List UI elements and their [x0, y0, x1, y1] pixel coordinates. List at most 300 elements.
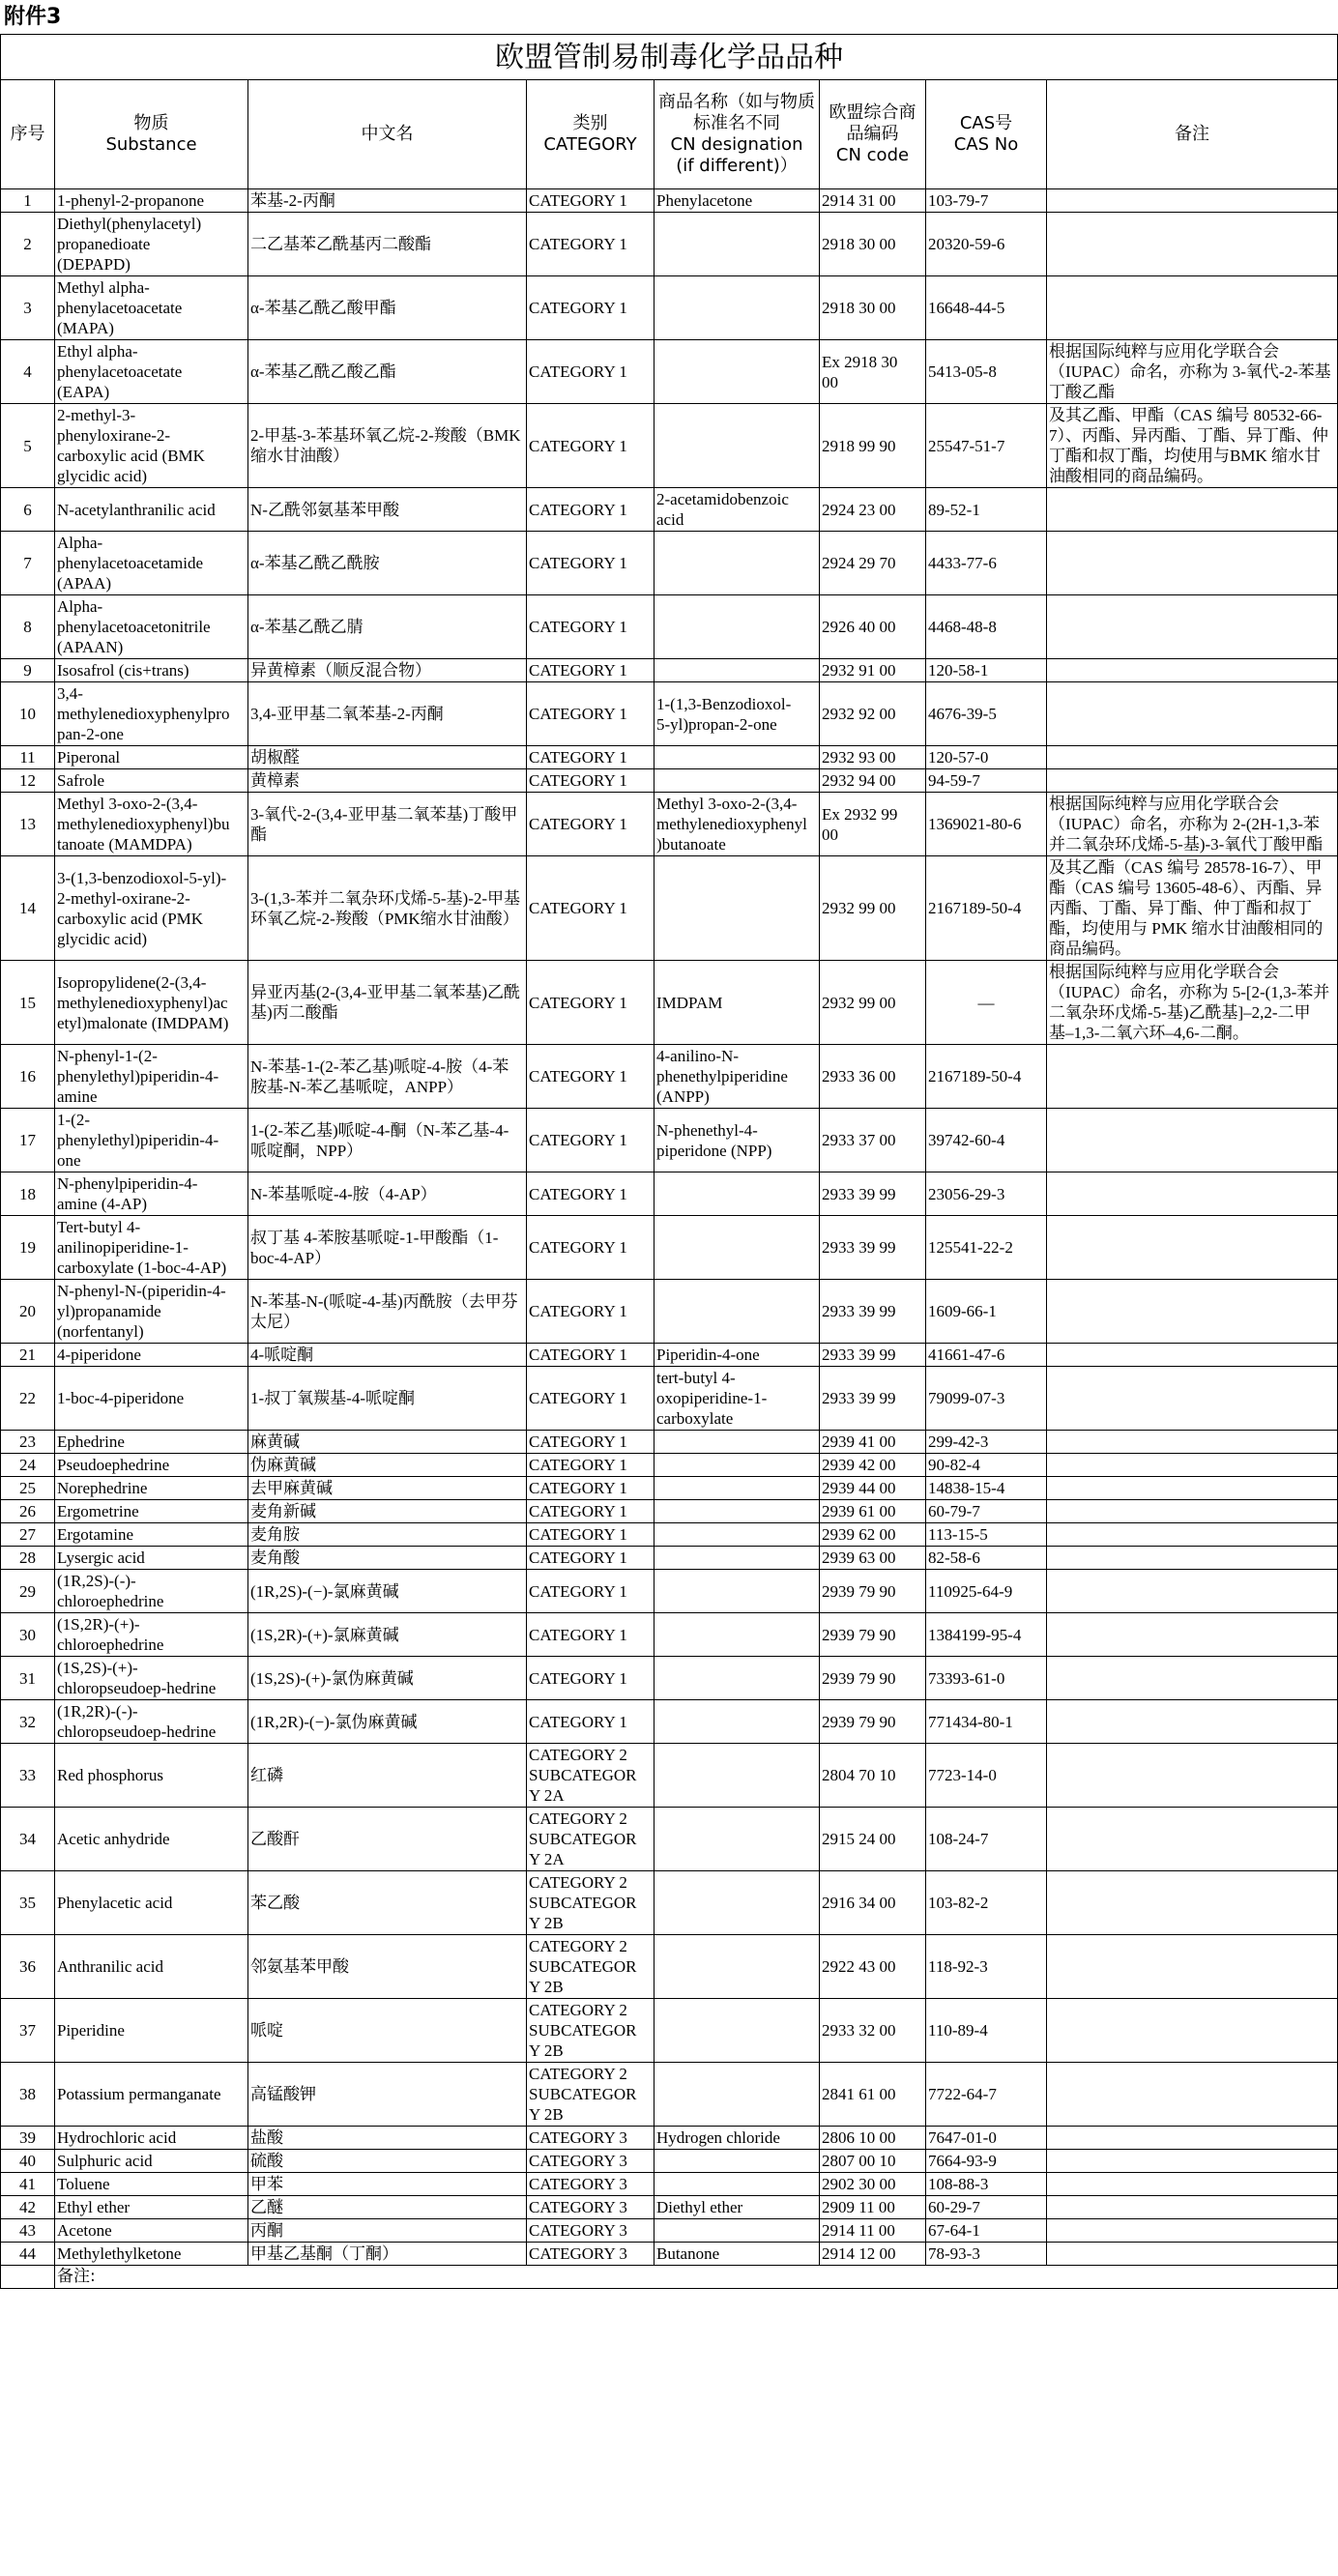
cell-category: CATEGORY 3 [527, 2173, 654, 2196]
cell-cn-designation [654, 1216, 820, 1280]
cell-cn-code: 2933 36 00 [820, 1045, 926, 1109]
cell-remarks [1047, 1700, 1338, 1744]
cell-no: 1 [1, 189, 55, 213]
table-row [1, 2150, 1338, 2173]
attachment-label: 附件3 [4, 5, 62, 29]
cell-cn-designation [654, 1454, 820, 1477]
cell-chinese: 叔丁基 4-苯胺基哌啶-1-甲酸酯（1-boc-4-AP） [248, 1216, 527, 1280]
table-row [1, 769, 1338, 793]
cell-cn-code: 2914 12 00 [820, 2243, 926, 2266]
cell-category: CATEGORY 1 [527, 1431, 654, 1454]
cell-category: CATEGORY 1 [527, 1280, 654, 1344]
cell-category: CATEGORY 1 [527, 1477, 654, 1500]
cell-cas: 118-92-3 [926, 1935, 1047, 1999]
cell-remarks [1047, 1454, 1338, 1477]
cell-chinese: N-苯基-1-(2-苯乙基)哌啶-4-胺（4-苯胺基-N-苯乙基哌啶，ANPP） [248, 1045, 527, 1109]
cell-cas: 1384199-95-4 [926, 1613, 1047, 1657]
table-row [1, 1045, 1338, 1109]
cell-no: 33 [1, 1744, 55, 1808]
cell-cas: 90-82-4 [926, 1454, 1047, 1477]
table-row [1, 1109, 1338, 1172]
cell-chinese: 4-哌啶酮 [248, 1344, 527, 1367]
cell-remarks: 及其乙酯、甲酯（CAS 编号 80532-66-7）、丙酯、异丙酯、丁酯、异丁酯、仲丁酯和叔丁酯，均使用与BMK 缩水甘油酸相同的商品编码。 [1047, 404, 1338, 488]
cell-cn-code: 2924 29 70 [820, 532, 926, 595]
cell-category: CATEGORY 1 [527, 340, 654, 404]
cell-remarks [1047, 1523, 1338, 1547]
cell-no: 26 [1, 1500, 55, 1523]
table-row [1, 276, 1338, 340]
cell-chinese: 哌啶 [248, 1999, 527, 2063]
cell-chinese: N-乙酰邻氨基苯甲酸 [248, 488, 527, 532]
footer-row [1, 2266, 1338, 2289]
cell-remarks [1047, 1547, 1338, 1570]
cell-cn-designation [654, 340, 820, 404]
cell-remarks [1047, 1477, 1338, 1500]
cell-cas: 7723-14-0 [926, 1744, 1047, 1808]
cell-substance: Ergometrine [55, 1500, 248, 1523]
cell-category: CATEGORY 1 [527, 213, 654, 276]
cell-no: 6 [1, 488, 55, 532]
cell-no: 3 [1, 276, 55, 340]
table-row [1, 1280, 1338, 1344]
cell-cn-code: 2939 79 90 [820, 1657, 926, 1700]
cell-no: 17 [1, 1109, 55, 1172]
cell-cn-code: 2804 70 10 [820, 1744, 926, 1808]
cell-chinese: 异亚丙基(2-(3,4-亚甲基二氧苯基)乙酰基)丙二酸酯 [248, 961, 527, 1045]
cell-cas: 14838-15-4 [926, 1477, 1047, 1500]
cell-no: 30 [1, 1613, 55, 1657]
cell-cn-designation: Methyl 3-oxo-2-(3,4- methylenedioxyphenyl )butanoate [654, 793, 820, 856]
cell-cn-code: 2914 11 00 [820, 2219, 926, 2243]
cell-cn-code: 2841 61 00 [820, 2063, 926, 2127]
cell-no: 8 [1, 595, 55, 659]
cell-chinese: 异黄樟素（顺反混合物） [248, 659, 527, 682]
cell-cas: 103-82-2 [926, 1871, 1047, 1935]
cell-substance: Norephedrine [55, 1477, 248, 1500]
cell-cn-code: 2918 30 00 [820, 213, 926, 276]
cell-cn-code: 2939 42 00 [820, 1454, 926, 1477]
cell-substance: Acetic anhydride [55, 1808, 248, 1871]
cell-cn-designation: Piperidin-4-one [654, 1344, 820, 1367]
cell-remarks [1047, 1280, 1338, 1344]
cell-no: 31 [1, 1657, 55, 1700]
cell-remarks: 根据国际纯粹与应用化学联合会（IUPAC）命名，亦称为 3-氧代-2-苯基丁酸乙酯 [1047, 340, 1338, 404]
cell-chinese: 硫酸 [248, 2150, 527, 2173]
cell-remarks [1047, 2063, 1338, 2127]
cell-substance: Acetone [55, 2219, 248, 2243]
cell-cn-designation [654, 1613, 820, 1657]
cell-category: CATEGORY 1 [527, 1045, 654, 1109]
cell-no: 13 [1, 793, 55, 856]
cell-substance: N-phenylpiperidin-4- amine (4-AP) [55, 1172, 248, 1216]
cell-cn-designation [654, 1547, 820, 1570]
cell-cn-designation [654, 404, 820, 488]
cell-cn-designation [654, 1280, 820, 1344]
cell-category: CATEGORY 3 [527, 2150, 654, 2173]
cell-cas: 4676-39-5 [926, 682, 1047, 746]
cell-cn-designation [654, 746, 820, 769]
cell-chinese: 黄樟素 [248, 769, 527, 793]
cell-no: 42 [1, 2196, 55, 2219]
cell-remarks [1047, 1808, 1338, 1871]
cell-remarks: 及其乙酯（CAS 编号 28578-16-7）、甲酯（CAS 编号 13605-48-6）、丙酯、异丙酯、丁酯、异丁酯、仲丁酯和叔丁酯，均使用与 PMK 缩水甘油酸相同的商品编码。 [1047, 856, 1338, 961]
cell-category: CATEGORY 3 [527, 2219, 654, 2243]
cell-cas: 16648-44-5 [926, 276, 1047, 340]
cell-cn-code: 2939 61 00 [820, 1500, 926, 1523]
cell-chinese: (1S,2R)-(+)-氯麻黄碱 [248, 1613, 527, 1657]
cell-cn-designation: 2-acetamidobenzoic acid [654, 488, 820, 532]
cell-remarks [1047, 213, 1338, 276]
cell-cn-code: 2933 39 99 [820, 1280, 926, 1344]
cell-cas: 110925-64-9 [926, 1570, 1047, 1613]
cell-substance: 1-phenyl-2-propanone [55, 189, 248, 213]
cell-cas: 7664-93-9 [926, 2150, 1047, 2173]
cell-remarks [1047, 1431, 1338, 1454]
table-row [1, 746, 1338, 769]
cell-substance: Safrole [55, 769, 248, 793]
cell-cn-designation [654, 1999, 820, 2063]
cell-category: CATEGORY 1 [527, 1367, 654, 1431]
header-remarks: 备注 [1047, 80, 1338, 189]
header-cn-designation: 商品名称（如与物质标准名不同 CN designation (if different)） [654, 80, 820, 189]
cell-no: 38 [1, 2063, 55, 2127]
table-row [1, 1431, 1338, 1454]
cell-remarks [1047, 1744, 1338, 1808]
cell-chinese: 3-氧代-2-(3,4-亚甲基二氧苯基)丁酸甲酯 [248, 793, 527, 856]
cell-cn-code: 2933 39 99 [820, 1367, 926, 1431]
cell-cn-designation [654, 856, 820, 961]
cell-remarks [1047, 2150, 1338, 2173]
cell-category: CATEGORY 2 SUBCATEGOR Y 2B [527, 1871, 654, 1935]
cell-substance: Tert-butyl 4- anilinopiperidine-1- carboxylate (1-boc-4-AP) [55, 1216, 248, 1280]
cell-cas: 1369021-80-6 [926, 793, 1047, 856]
cell-cn-designation [654, 1172, 820, 1216]
footer-empty-cell [1, 2266, 55, 2289]
cell-category: CATEGORY 1 [527, 1570, 654, 1613]
cell-cn-designation [654, 1431, 820, 1454]
cell-substance: Potassium permanganate [55, 2063, 248, 2127]
table-row [1, 2196, 1338, 2219]
cell-no: 24 [1, 1454, 55, 1477]
cell-cn-code: 2922 43 00 [820, 1935, 926, 1999]
cell-category: CATEGORY 1 [527, 769, 654, 793]
cell-cn-designation [654, 1700, 820, 1744]
table-row [1, 1700, 1338, 1744]
cell-remarks [1047, 2219, 1338, 2243]
cell-chinese: 麦角胺 [248, 1523, 527, 1547]
cell-cn-designation [654, 595, 820, 659]
cell-substance: Alpha- phenylacetoacetamide (APAA) [55, 532, 248, 595]
cell-cn-code: 2918 30 00 [820, 276, 926, 340]
cell-cn-code: 2932 93 00 [820, 746, 926, 769]
cell-cn-code: 2924 23 00 [820, 488, 926, 532]
table-row [1, 2127, 1338, 2150]
cell-substance: Alpha- phenylacetoacetonitrile (APAAN) [55, 595, 248, 659]
cell-remarks [1047, 1109, 1338, 1172]
cell-category: CATEGORY 1 [527, 488, 654, 532]
cell-substance: Piperonal [55, 746, 248, 769]
cell-chinese: 甲苯 [248, 2173, 527, 2196]
cell-chinese: α-苯基乙酰乙酸乙酯 [248, 340, 527, 404]
cell-cn-designation: N-phenethyl-4- piperidone (NPP) [654, 1109, 820, 1172]
cell-category: CATEGORY 1 [527, 1454, 654, 1477]
cell-substance: Ergotamine [55, 1523, 248, 1547]
cell-chinese: 丙酮 [248, 2219, 527, 2243]
cell-substance: Toluene [55, 2173, 248, 2196]
cell-chinese: 胡椒醛 [248, 746, 527, 769]
cell-chinese: (1S,2S)-(+)-氯伪麻黄碱 [248, 1657, 527, 1700]
table-row [1, 213, 1338, 276]
cell-cn-code: Ex 2918 30 00 [820, 340, 926, 404]
cell-remarks [1047, 2173, 1338, 2196]
cell-cas: 78-93-3 [926, 2243, 1047, 2266]
cell-category: CATEGORY 1 [527, 659, 654, 682]
cell-cn-designation: 4-anilino-N- phenethylpiperidine (ANPP) [654, 1045, 820, 1109]
cell-remarks [1047, 1216, 1338, 1280]
cell-no: 4 [1, 340, 55, 404]
cell-no: 29 [1, 1570, 55, 1613]
cell-cas: 103-79-7 [926, 189, 1047, 213]
cell-no: 15 [1, 961, 55, 1045]
cell-no: 41 [1, 2173, 55, 2196]
cell-cn-code: 2807 00 10 [820, 2150, 926, 2173]
cell-substance: (1R,2S)-(-)- chloroephedrine [55, 1570, 248, 1613]
cell-substance: Diethyl(phenylacetyl) propanedioate (DEPAPD) [55, 213, 248, 276]
cell-cn-designation [654, 1935, 820, 1999]
cell-category: CATEGORY 1 [527, 1613, 654, 1657]
cell-chinese: N-苯基哌啶-4-胺（4-AP） [248, 1172, 527, 1216]
cell-cn-code: 2932 94 00 [820, 769, 926, 793]
cell-cn-designation [654, 2219, 820, 2243]
cell-chinese: (1R,2R)-(−)-氯伪麻黄碱 [248, 1700, 527, 1744]
table-row [1, 961, 1338, 1045]
cell-chinese: 盐酸 [248, 2127, 527, 2150]
cell-no: 28 [1, 1547, 55, 1570]
cell-cn-designation: Butanone [654, 2243, 820, 2266]
header-cas: CAS号 CAS No [926, 80, 1047, 189]
table-row [1, 1172, 1338, 1216]
cell-cn-designation [654, 769, 820, 793]
cell-substance: Sulphuric acid [55, 2150, 248, 2173]
cell-no: 5 [1, 404, 55, 488]
cell-category: CATEGORY 1 [527, 1172, 654, 1216]
cell-category: CATEGORY 1 [527, 793, 654, 856]
precursor-table [0, 34, 1338, 2289]
cell-category: CATEGORY 2 SUBCATEGOR Y 2B [527, 1935, 654, 1999]
cell-remarks [1047, 1500, 1338, 1523]
header-no: 序号 [1, 80, 55, 189]
cell-no: 2 [1, 213, 55, 276]
table-row [1, 2219, 1338, 2243]
cell-substance: Ethyl ether [55, 2196, 248, 2219]
cell-chinese: 高锰酸钾 [248, 2063, 527, 2127]
table-row [1, 1523, 1338, 1547]
cell-substance: Methylethylketone [55, 2243, 248, 2266]
cell-cas: 60-79-7 [926, 1500, 1047, 1523]
cell-cn-designation [654, 2063, 820, 2127]
cell-substance: N-phenyl-1-(2- phenylethyl)piperidin-4- amine [55, 1045, 248, 1109]
cell-cas: 67-64-1 [926, 2219, 1047, 2243]
cell-cn-designation [654, 532, 820, 595]
cell-chinese: N-苯基-N-(哌啶-4-基)丙酰胺（去甲芬太尼） [248, 1280, 527, 1344]
cell-remarks [1047, 2127, 1338, 2150]
cell-no: 32 [1, 1700, 55, 1744]
cell-cas: 113-15-5 [926, 1523, 1047, 1547]
footer-note: 备注: [55, 2266, 1338, 2289]
cell-chinese: 红磷 [248, 1744, 527, 1808]
table-body [1, 189, 1338, 2266]
table-row [1, 793, 1338, 856]
cell-cas: 110-89-4 [926, 1999, 1047, 2063]
cell-remarks [1047, 189, 1338, 213]
cell-cn-code: 2932 91 00 [820, 659, 926, 682]
cell-category: CATEGORY 2 SUBCATEGOR Y 2A [527, 1744, 654, 1808]
cell-cas: 108-88-3 [926, 2173, 1047, 2196]
cell-cas: 4468-48-8 [926, 595, 1047, 659]
cell-cas: 89-52-1 [926, 488, 1047, 532]
cell-remarks [1047, 2196, 1338, 2219]
cell-cas: 73393-61-0 [926, 1657, 1047, 1700]
cell-remarks [1047, 659, 1338, 682]
cell-no: 9 [1, 659, 55, 682]
cell-no: 35 [1, 1871, 55, 1935]
table-row [1, 1367, 1338, 1431]
table-row [1, 2173, 1338, 2196]
cell-no: 21 [1, 1344, 55, 1367]
table-row [1, 856, 1338, 961]
cell-chinese: 麦角新碱 [248, 1500, 527, 1523]
cell-no: 7 [1, 532, 55, 595]
header-cn-code: 欧盟综合商品编码 CN code [820, 80, 926, 189]
cell-remarks [1047, 746, 1338, 769]
cell-category: CATEGORY 1 [527, 746, 654, 769]
cell-category: CATEGORY 2 SUBCATEGOR Y 2B [527, 2063, 654, 2127]
cell-category: CATEGORY 1 [527, 856, 654, 961]
cell-chinese: 二乙基苯乙酰基丙二酸酯 [248, 213, 527, 276]
cell-chinese: 甲基乙基酮（丁酮） [248, 2243, 527, 2266]
cell-cn-designation: tert-butyl 4- oxopiperidine-1- carboxylate [654, 1367, 820, 1431]
cell-cas: 60-29-7 [926, 2196, 1047, 2219]
cell-chinese: 麻黄碱 [248, 1431, 527, 1454]
table-row [1, 1613, 1338, 1657]
table-row [1, 1500, 1338, 1523]
cell-category: CATEGORY 1 [527, 1547, 654, 1570]
cell-cas: 1609-66-1 [926, 1280, 1047, 1344]
cell-substance: Pseudoephedrine [55, 1454, 248, 1477]
cell-cas: 79099-07-3 [926, 1367, 1047, 1431]
cell-cn-designation [654, 2173, 820, 2196]
cell-substance: 3,4- methylenedioxyphenylpro pan-2-one [55, 682, 248, 746]
cell-substance: Ethyl alpha- phenylacetoacetate (EAPA) [55, 340, 248, 404]
cell-cn-code: 2933 37 00 [820, 1109, 926, 1172]
cell-cas: 23056-29-3 [926, 1172, 1047, 1216]
table-row [1, 1744, 1338, 1808]
table-row [1, 2063, 1338, 2127]
cell-remarks [1047, 276, 1338, 340]
cell-remarks [1047, 1344, 1338, 1367]
cell-chinese: 1-(2-苯乙基)哌啶-4-酮（N-苯乙基-4-哌啶酮，NPP） [248, 1109, 527, 1172]
cell-cas: 7722-64-7 [926, 2063, 1047, 2127]
cell-cas: 25547-51-7 [926, 404, 1047, 488]
cell-cas: 82-58-6 [926, 1547, 1047, 1570]
cell-cn-code: 2939 44 00 [820, 1477, 926, 1500]
cell-no: 11 [1, 746, 55, 769]
cell-cn-designation [654, 1871, 820, 1935]
cell-chinese: 伪麻黄碱 [248, 1454, 527, 1477]
cell-cn-code: 2914 31 00 [820, 189, 926, 213]
table-row [1, 1999, 1338, 2063]
cell-no: 12 [1, 769, 55, 793]
cell-no: 19 [1, 1216, 55, 1280]
cell-substance: Isosafrol (cis+trans) [55, 659, 248, 682]
cell-cn-designation [654, 1657, 820, 1700]
cell-cn-code: 2933 39 99 [820, 1172, 926, 1216]
table-row [1, 1657, 1338, 1700]
cell-cn-designation: Diethyl ether [654, 2196, 820, 2219]
cell-category: CATEGORY 1 [527, 276, 654, 340]
cell-category: CATEGORY 1 [527, 1700, 654, 1744]
cell-cas: 7647-01-0 [926, 2127, 1047, 2150]
cell-category: CATEGORY 1 [527, 1109, 654, 1172]
table-row [1, 404, 1338, 488]
cell-cas: 299-42-3 [926, 1431, 1047, 1454]
table-row [1, 1871, 1338, 1935]
cell-substance: 1-(2- phenylethyl)piperidin-4- one [55, 1109, 248, 1172]
cell-remarks [1047, 1045, 1338, 1109]
cell-category: CATEGORY 1 [527, 189, 654, 213]
cell-category: CATEGORY 1 [527, 1657, 654, 1700]
cell-substance: Hydrochloric acid [55, 2127, 248, 2150]
cell-category: CATEGORY 1 [527, 1523, 654, 1547]
cell-cn-designation [654, 1808, 820, 1871]
cell-substance: Phenylacetic acid [55, 1871, 248, 1935]
cell-cn-designation [654, 1523, 820, 1547]
cell-remarks [1047, 2243, 1338, 2266]
table-row [1, 488, 1338, 532]
table-row [1, 1808, 1338, 1871]
cell-cn-designation [654, 1477, 820, 1500]
cell-chinese: (1R,2S)-(−)-氯麻黄碱 [248, 1570, 527, 1613]
cell-cas: 20320-59-6 [926, 213, 1047, 276]
cell-chinese: 苯乙酸 [248, 1871, 527, 1935]
cell-cn-designation [654, 659, 820, 682]
table-row [1, 2243, 1338, 2266]
cell-substance: N-acetylanthranilic acid [55, 488, 248, 532]
cell-remarks [1047, 769, 1338, 793]
table-row [1, 189, 1338, 213]
cell-category: CATEGORY 1 [527, 595, 654, 659]
cell-remarks [1047, 1172, 1338, 1216]
cell-cn-designation [654, 213, 820, 276]
cell-category: CATEGORY 1 [527, 961, 654, 1045]
cell-no: 40 [1, 2150, 55, 2173]
cell-cas: 120-57-0 [926, 746, 1047, 769]
cell-remarks [1047, 1657, 1338, 1700]
table-row [1, 1454, 1338, 1477]
cell-chinese: 去甲麻黄碱 [248, 1477, 527, 1500]
cell-category: CATEGORY 2 SUBCATEGOR Y 2B [527, 1999, 654, 2063]
cell-cas: 2167189-50-4 [926, 856, 1047, 961]
cell-remarks: 根据国际纯粹与应用化学联合会（IUPAC）命名，亦称为 5-[2-(1,3-苯并二氧杂环戊烯-5-基)乙酰基]–2,2-二甲基–1,3-二氧六环–4,6-二酮。 [1047, 961, 1338, 1045]
cell-cn-designation: 1-(1,3-Benzodioxol- 5-yl)propan-2-one [654, 682, 820, 746]
cell-cas: 2167189-50-4 [926, 1045, 1047, 1109]
cell-substance: Isopropylidene(2-(3,4- methylenedioxyphenyl)ac etyl)malonate (IMDPAM) [55, 961, 248, 1045]
cell-cas: 4433-77-6 [926, 532, 1047, 595]
cell-remarks [1047, 1871, 1338, 1935]
cell-cn-code: 2902 30 00 [820, 2173, 926, 2196]
cell-chinese: α-苯基乙酰乙腈 [248, 595, 527, 659]
cell-substance: Methyl 3-oxo-2-(3,4- methylenedioxyphenyl)bu tanoate (MAMDPA) [55, 793, 248, 856]
